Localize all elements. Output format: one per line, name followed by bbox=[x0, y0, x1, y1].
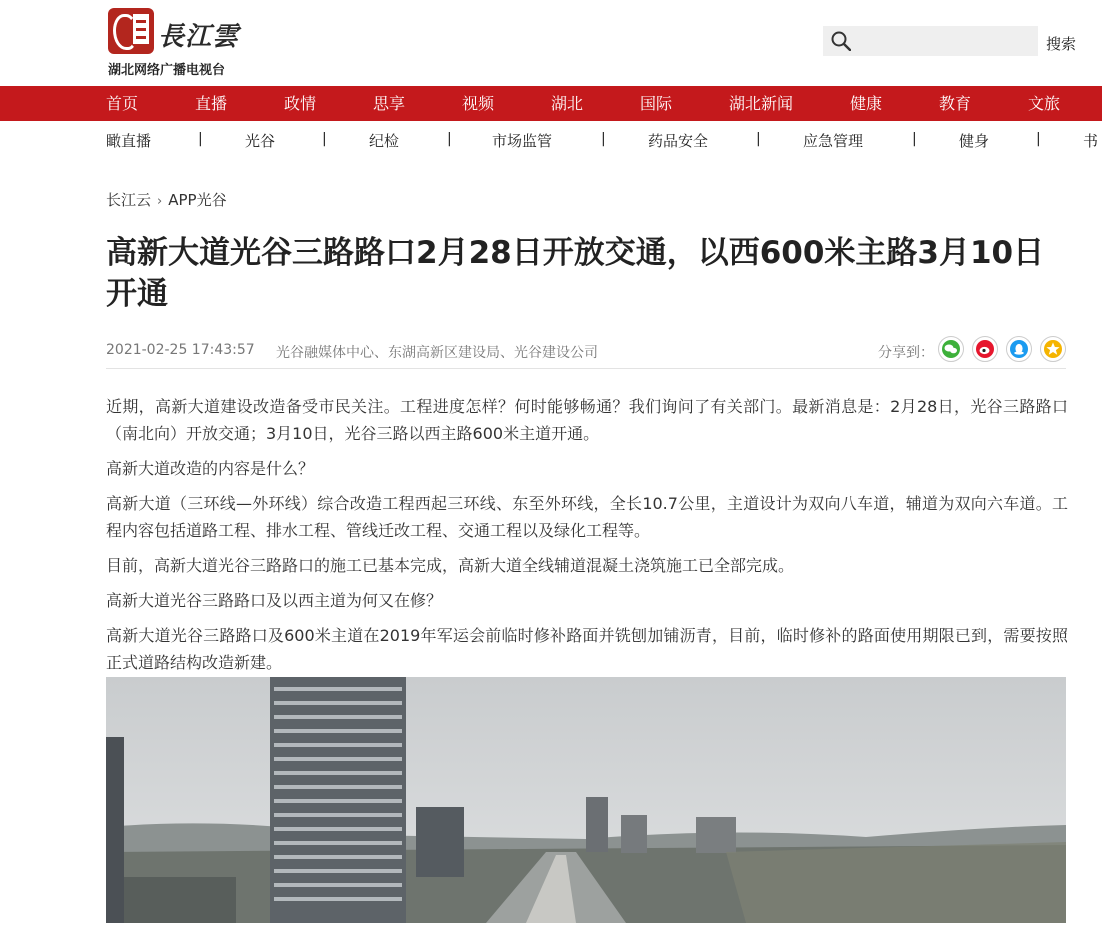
subnav-separator: | bbox=[756, 131, 761, 147]
nav-item-health[interactable]: 健康 bbox=[850, 94, 883, 113]
breadcrumb-home[interactable]: 长江云 bbox=[106, 191, 152, 209]
logo-text: 長江雲 bbox=[158, 22, 240, 52]
subnav-separator: | bbox=[912, 131, 917, 147]
site-logo[interactable] bbox=[106, 8, 246, 78]
nav-item-culture-travel[interactable]: 文旅 bbox=[1028, 94, 1061, 113]
subnav-separator: | bbox=[322, 131, 327, 147]
search-icon[interactable] bbox=[831, 31, 851, 51]
nav-item-home[interactable]: 首页 bbox=[106, 94, 139, 113]
subnav-item-discipline[interactable]: 纪检 bbox=[369, 132, 400, 150]
breadcrumb bbox=[106, 189, 227, 210]
breadcrumb-section[interactable]: APP光谷 bbox=[168, 191, 227, 209]
article-paragraph: 高新大道改造的内容是什么？ bbox=[106, 459, 315, 478]
subnav-separator: | bbox=[198, 131, 203, 147]
nav-item-hubei-news[interactable]: 湖北新闻 bbox=[729, 94, 794, 113]
nav-item-education[interactable]: 教育 bbox=[939, 94, 972, 113]
qzone-share-icon[interactable] bbox=[1040, 336, 1066, 362]
article-source: 光谷融媒体中心、东湖高新区建设局、光谷建设公司 bbox=[276, 345, 598, 361]
subnav-separator: | bbox=[1036, 131, 1041, 147]
subnav-item-fitness[interactable]: 健身 bbox=[959, 132, 990, 150]
primary-nav bbox=[0, 86, 1102, 121]
logo-seal bbox=[108, 8, 154, 54]
nav-item-live[interactable]: 直播 bbox=[195, 94, 228, 113]
secondary-nav bbox=[0, 121, 1102, 159]
search-input[interactable] bbox=[859, 26, 1031, 56]
search-box bbox=[823, 26, 1038, 56]
article-title: 高新大道光谷三路路口2月28日开放交通，以西600米主路3月10日开通 bbox=[106, 235, 1045, 312]
article-paragraph: 近期，高新大道建设改造备受市民关注。工程进度怎样？何时能够畅通？我们询问了有关部门。最新消息是：2月28日，光谷三路路口（南北向）开放交通；3月10日，光谷三路以西主路600米主道开通。 bbox=[106, 397, 1068, 443]
subnav-item-optics-valley[interactable]: 光谷 bbox=[245, 132, 276, 150]
article-paragraph: 高新大道（三环线—外环线）综合改造工程西起三环线、东至外环线，全长10.7公里，主道设计为双向八车道，辅道为双向六车道。工程内容包括道路工程、排水工程、管线迁改工程、交通工程以及绿化工程等。 bbox=[106, 494, 1068, 540]
site-header bbox=[0, 0, 1102, 86]
qq-share-icon[interactable] bbox=[1006, 336, 1032, 362]
wechat-share-icon[interactable] bbox=[938, 336, 964, 362]
weibo-share-icon[interactable] bbox=[972, 336, 998, 362]
subnav-separator: | bbox=[601, 131, 606, 147]
subnav-item-books[interactable]: 书 bbox=[1083, 132, 1099, 150]
search-button[interactable]: 搜索 bbox=[1046, 35, 1077, 53]
share-label: 分享到： bbox=[878, 345, 934, 361]
article-meta bbox=[106, 340, 1066, 369]
aerial-road-photo bbox=[106, 677, 1066, 923]
share-bar bbox=[846, 336, 1066, 362]
article-photo bbox=[106, 677, 1066, 923]
subnav-item-emergency[interactable]: 应急管理 bbox=[803, 132, 864, 150]
nav-item-thought[interactable]: 思享 bbox=[373, 94, 406, 113]
subnav-item-drug-safety[interactable]: 药品安全 bbox=[648, 132, 709, 150]
nav-item-hubei[interactable]: 湖北 bbox=[551, 94, 584, 113]
publish-date: 2021-02-25 17:43:57 bbox=[106, 342, 255, 358]
article-body bbox=[106, 393, 1068, 684]
nav-item-politics[interactable]: 政情 bbox=[284, 94, 317, 113]
article-paragraph: 目前，高新大道光谷三路路口的施工已基本完成，高新大道全线辅道混凝土浇筑施工已全部完成。 bbox=[106, 556, 795, 575]
subnav-separator: | bbox=[447, 131, 452, 147]
nav-item-international[interactable]: 国际 bbox=[640, 94, 673, 113]
subnav-item-live-view[interactable]: 瞰直播 bbox=[106, 132, 152, 150]
article-paragraph: 高新大道光谷三路路口及600米主道在2019年军运会前临时修补路面并铣刨加铺沥青，目前，临时修补的路面使用期限已到，需要按照正式道路结构改造新建。 bbox=[106, 626, 1068, 672]
subnav-item-market-regulation[interactable]: 市场监管 bbox=[492, 132, 553, 150]
chevron-right-icon: › bbox=[157, 194, 163, 209]
nav-item-video[interactable]: 视频 bbox=[462, 94, 495, 113]
logo-subtitle: 湖北网络广播电视台 bbox=[108, 63, 226, 78]
article-paragraph: 高新大道光谷三路路口及以西主道为何又在修？ bbox=[106, 591, 443, 610]
